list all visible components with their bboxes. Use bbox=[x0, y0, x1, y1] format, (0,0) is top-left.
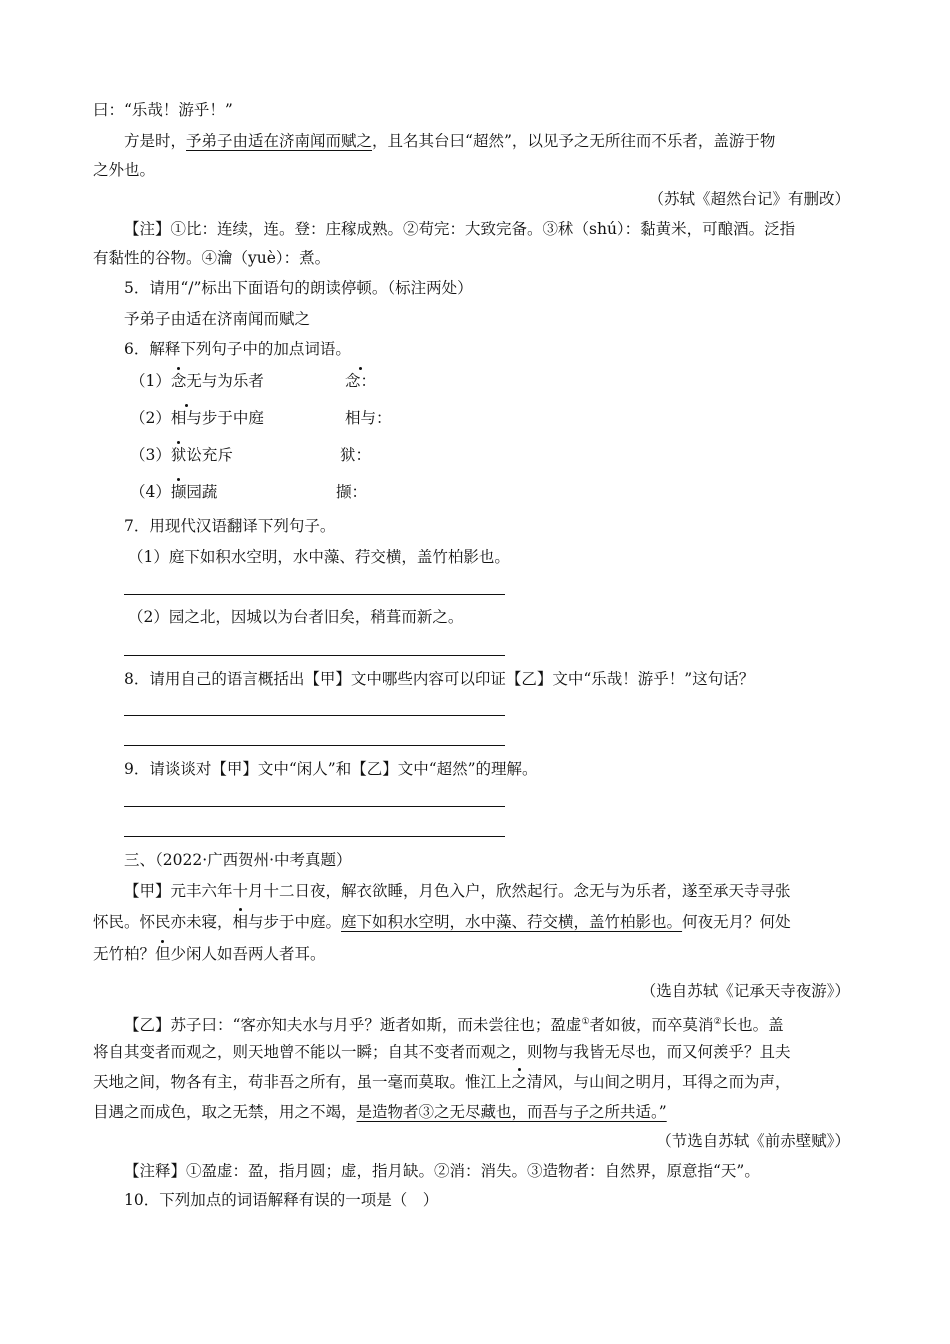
item-text: 无与为乐者 bbox=[186, 372, 264, 390]
question-5-sentence: 予弟子由适在济南闻而赋之 bbox=[124, 310, 311, 328]
section-title: 三、（2022·广西贺州·中考真题） bbox=[124, 851, 352, 869]
passage-jia-line bbox=[93, 943, 326, 965]
answer-blank[interactable] bbox=[124, 655, 505, 656]
answer-label: 相与： bbox=[345, 409, 392, 427]
text: 【乙】苏子曰：“客亦知夫水与月乎？逝者如斯，而未尝往也；盈虚 bbox=[124, 1016, 582, 1035]
question-6-item bbox=[130, 407, 264, 429]
answer-label: 撷： bbox=[336, 483, 368, 501]
question-6-title: 6．解释下列句子中的加点词语。 bbox=[124, 340, 351, 358]
passage-yi-line bbox=[124, 1011, 784, 1036]
answer-label: 狱： bbox=[340, 446, 372, 464]
passage-line: 之外也。 bbox=[93, 161, 156, 179]
text: 无竹柏？ bbox=[93, 945, 156, 963]
text: 方是时， bbox=[124, 132, 187, 150]
dotted-word: 念 bbox=[170, 372, 187, 390]
note-line: 【注释】①盈虚：盈，指月圆；虚，指月缺。②消：消失。③造物者：自然界，原意指“天”。 bbox=[124, 1162, 760, 1180]
dotted-word: 撷 bbox=[170, 483, 187, 501]
question-7-sentence: （2）园之北，因城以为台者旧矣，稍葺而新之。 bbox=[128, 608, 464, 626]
passage-jia-line: 【甲】元丰六年十月十二日夜，解衣欲睡，月色入户，欣然起行。念无与为乐者，遂至承天寺寻张 bbox=[124, 882, 791, 900]
question-10-title: 10．下列加点的词语解释有误的一项是（ ） bbox=[124, 1191, 439, 1209]
text: 何夜无月？何处 bbox=[682, 913, 791, 931]
question-6-item bbox=[130, 370, 264, 392]
answer-blank[interactable] bbox=[124, 715, 505, 716]
dotted-word: 相 bbox=[232, 913, 249, 931]
underlined-sentence: 是造物者③之无尽藏也，而吾与子之所共适。” bbox=[356, 1103, 667, 1121]
question-7-title: 7．用现代汉语翻译下列句子。 bbox=[124, 517, 336, 535]
passage-yi-line bbox=[93, 1071, 791, 1093]
text: ，且名其台曰“超然”，以见予之无所往而不乐者，盖游于物 bbox=[372, 132, 776, 150]
dotted-word: 相与 bbox=[170, 409, 202, 427]
passage-paragraph bbox=[124, 130, 775, 152]
question-6-item bbox=[130, 444, 233, 466]
item-number: （2） bbox=[130, 409, 171, 427]
answer-label bbox=[345, 370, 376, 392]
question-7-sentence: （1）庭下如积水空明，水中藻、荇交横，盖竹柏影也。 bbox=[128, 548, 510, 566]
footnote-mark: ② bbox=[713, 1017, 722, 1027]
footnote-mark: ① bbox=[581, 1017, 590, 1027]
note-line: 【注】①比：连续，连。登：庄稼成熟。②苟完：大致完备。③秫（shú）：黏黄米，可酿酒。泛指 bbox=[124, 220, 796, 238]
source-citation: （选自苏轼《记承天寺夜游》） bbox=[640, 982, 850, 1000]
item-number: （4） bbox=[130, 483, 171, 501]
text: 者如彼，而卒莫消 bbox=[589, 1016, 714, 1035]
answer-blank[interactable] bbox=[124, 594, 505, 595]
text: 与步于中庭。 bbox=[248, 913, 342, 931]
passage-yi-line: 将自其变者而观之，则天地曾不能以一瞬；自其不变者而观之，则物与我皆无尽也，而又何羡乎？且夫 bbox=[93, 1043, 791, 1061]
item-text: 讼充斥 bbox=[186, 446, 233, 464]
text: 怀民。怀民亦未寝， bbox=[93, 913, 233, 931]
dotted-word: 但 bbox=[155, 945, 171, 963]
source-citation: （节选自苏轼《前赤壁赋》） bbox=[656, 1132, 850, 1150]
answer-blank[interactable] bbox=[124, 806, 505, 807]
passage-yi-line bbox=[93, 1101, 667, 1123]
source-citation: （苏轼《超然台记》有删改） bbox=[648, 190, 850, 208]
answer-blank[interactable] bbox=[124, 836, 505, 837]
answer-word: 念： bbox=[345, 372, 377, 390]
question-9-title: 9．请谈谈对【甲】文中“闲人”和【乙】文中“超然”的理解。 bbox=[124, 760, 538, 778]
text: 长也。盖 bbox=[721, 1016, 784, 1035]
question-6-item bbox=[130, 481, 217, 503]
underlined-sentence: 予弟子由适在济南闻而赋之 bbox=[186, 132, 373, 150]
text: 少闲人如吾两人者耳。 bbox=[170, 945, 326, 963]
underlined-sentence: 庭下如积水空明，水中藻、荇交横，盖竹柏影也。 bbox=[341, 913, 683, 931]
text: 天地之间，物各有主，苟非吾之所有，虽一毫而莫取。惟江上 bbox=[93, 1073, 512, 1091]
dotted-word: 之 bbox=[511, 1073, 528, 1091]
passage-line: 曰：“乐哉！游乎！” bbox=[93, 101, 233, 119]
item-number: （3） bbox=[130, 446, 171, 464]
passage-jia-line bbox=[93, 911, 791, 933]
item-text: 园蔬 bbox=[186, 483, 218, 501]
item-number: （1） bbox=[130, 372, 171, 390]
item-text: 步于中庭 bbox=[201, 409, 264, 427]
question-8-title: 8．请用自己的语言概括出【甲】文中哪些内容可以印证【乙】文中“乐哉！游乎！”这句话？ bbox=[124, 670, 755, 688]
note-line: 有黏性的谷物。④瀹（yuè）：煮。 bbox=[93, 249, 331, 267]
text: 清风，与山间之明月，耳得之而为声， bbox=[527, 1073, 791, 1091]
question-5-title: 5．请用“/”标出下面语句的朗读停顿。（标注两处） bbox=[124, 279, 473, 297]
answer-blank[interactable] bbox=[124, 745, 505, 746]
dotted-word: 狱 bbox=[170, 446, 187, 464]
text: 目遇之而成色，取之无禁，用之不竭， bbox=[93, 1103, 357, 1121]
